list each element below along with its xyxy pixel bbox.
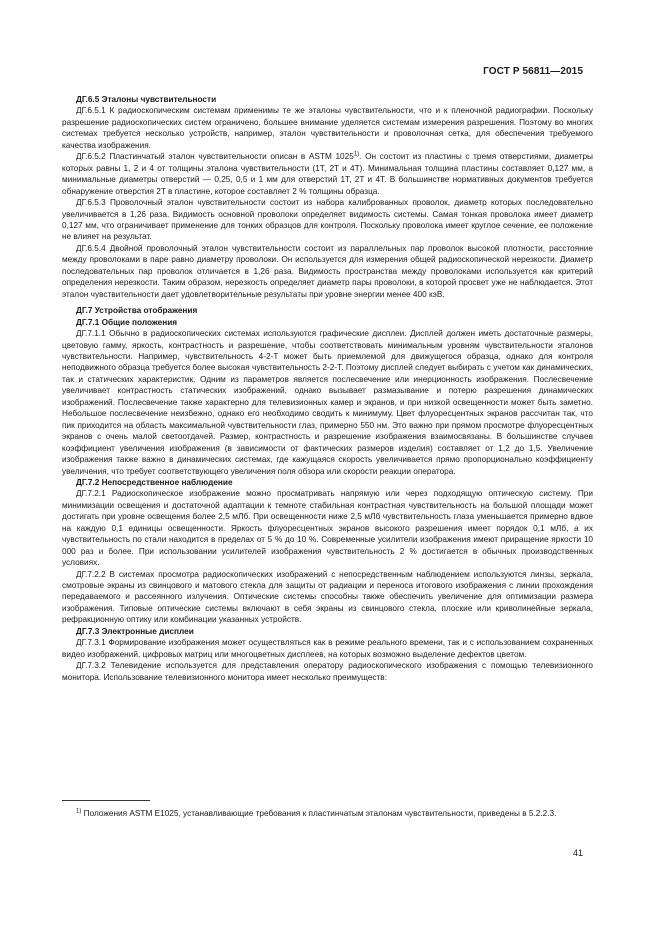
footnote-text	[62, 808, 593, 819]
paragraph: ДГ.7.2.2 В системах просмотра радиоскопических изображений с непосредственным наблюдением используются линзы, зеркала, смотровые экраны из свинцового и матового стекла для защиты от радиации и переноса итогового изображения с линии прохождения передаваемого и рассеянного излучения. Оптические системы способны также обеспечить увеличение для оптимизации размера изображения. Типовые оптические системы включают в себя экраны из свинцового стекла, плоские или криволинейные зеркала, рефракционную оптику или комбинации указанных устройств.	[62, 569, 593, 625]
footnote-marker: 1)	[76, 808, 82, 815]
paragraph: ДГ.7.3.2 Телевидение используется для представления оператору радиоскопического изображения с помощью телевизионного монитора. Использование телевизионного монитора имеет несколько преимуществ:	[62, 661, 593, 682]
paragraph-text: . Он состоит из пластины с тремя отверстиями, диаметры которых равны 1, 2 и 4 от толщины эталона чувствительности (1T, 2T и 4T). Минимальная толщина пластины составляет 0,127 мм, а минимальные диаметры отверстий — 0,25, 0,5 и 1 мм для отверстий 1T, 2T и 4T. В большинстве нормативных документов требуется обнаружение отверстия 2T в пластине, которое составляет 2 % толщины образца.	[62, 152, 593, 196]
paragraph-text: ДГ.6.5.2 Пластинчатый эталон чувствительности описан в ASTM 1025	[76, 152, 354, 162]
paragraph: ДГ.7.3.1 Формирование изображения может осуществляться как в режиме реального времени, так и с использованием сохраненных видео изображений, цифровых матриц или многоцветных дисплеев, на которых возможно выделение дефектов цветом.	[62, 638, 593, 659]
paragraph: ДГ.7.2.1 Радиоскопическое изображение можно просматривать напрямую или через подходящую оптическую систему. При минимизации освещения и достаточной адаптации к темноте стабильная контрастная чувствительность на большой площади может достигать при уровне освещения более 2,5 мЛб. При освещенности ниже 2,5 мЛб чувствительность глаза уменьшается примерно вдвое на каждую 0,1 единицы освещенности. Яркость флуоресцентных экранов высокого разрешения имеет порядок 0,1 мЛб, а их чувствительность по стали находится в пределах от 5 % до 10 %. Современные усилители изображения имеют приращение яркости 10 000 раз и более. При использовании усилителей изображения чувствительность 2 % достигается в обычных производственных условиях.	[62, 489, 593, 568]
paragraph	[62, 151, 593, 197]
standard-header: ГОСТ Р 56811—2015	[483, 66, 583, 77]
paragraph: ДГ.6.5.4 Двойной проволочный эталон чувствительности состоит из параллельных пар проволок высокой плотности, расстояние между проволоками в паре равно диаметру проволоки. Он используется для измерения общей радиоскопической нерезкости. Диаметр последовательных пар проволок отличается в 1,26 раза. Видимость пространства между проволоками используется как критерий определения нерезкости. Таким образом, нерезкость определяет диаметр пары проволоки, в которой просвет уже не наблюдается. Этот эталон чувствительности дает удовлетворительные результаты при уровне энергии менее 400 кэВ.	[62, 243, 593, 299]
section-heading: ДГ.6.5 Эталоны чувствительности	[76, 95, 217, 104]
section-heading: ДГ.7.2 Непосредственное наблюдение	[76, 477, 233, 487]
paragraph: ДГ.6.5.3 Проволочный эталон чувствительности состоит из набора калиброванных проволок, диаметр которых последовательно увеличивается в 1,26 раза. Видимость основной проволоки определяет видимость системы. Самая тонкая проволока имеет диаметр 0,127 мм, что ограничивает применение для тонких образцов для контроля. Поскольку проволока имеет круглое сечение, ее положение не влияет на результат.	[62, 198, 593, 242]
footnote-rule	[62, 800, 150, 801]
section-heading: ДГ.7.1 Общие положения	[76, 317, 178, 327]
section-heading: ДГ.7 Устройства отображения	[76, 306, 198, 316]
paragraph: ДГ.7.1.1 Обычно в радиоскопических системах используются графические дисплеи. Дисплей должен иметь достаточные размеры, цветовую гамму, яркость, контрастность и разрешение, чтобы соответствовать минимальным уровням чувствительности эталонов чувствительности. Например, чувствительность 4-2-T может быть приемлемой для движущегося образца, однако для контроля неподвижного образца требуется более высокая чувствительность 2-2-T. Поэтому дисплей следует выбирать с учетом как динамических, так и статических характеристик. Одним из параметров является послесвечение или инерционность изображения. Послесвечение увеличивает контрастность статических изображений, однако вызывает размазывание и потерю разрешения динамических изображений. Послесвечение также характерно для телевизионных камер и экранов, и при низкой освещенности может быть заметно. Небольшое послесвечение неизбежно, однако его необходимо сводить к минимуму. Цвет флуоресцентных экранов рассчитан так, что пик приходится на область максимальной чувствительности глаз, примерно 550 нм. Это важно при прямом просмотре флуоресцентных экранов с очень малой светоотдачей. Размер, контрастность и разрешение изображения взаимосвязаны. В большинстве случаев коэффициент увеличения изображения (в зависимости от фактических размеров изделия) составляет от 1,2 до 1,5. Увеличение изображения также важно в динамических системах, где кажущаяся скорость увеличивается прямо пропорционально коэффициенту увеличения, что требует соответствующего увеличения поля обзора или скорости реакции оператора.	[62, 329, 593, 476]
body-text	[62, 94, 593, 683]
paragraph: ДГ.6.5.1 К радиоскопическим системам применимы те же эталоны чувствительности, что и к пленочной радиографии. Поскольку разрешение радиоскопических систем ограничено, большее внимание уделяется системам измерения разрешения. Поэтому во многих системах требуется несколько устройств, например, эталон чувствительности и проволочная сетка, для обеспечения требуемого качества изображения.	[62, 106, 593, 150]
footnote-body: Положения ASTM E1025, устанавливающие требования к пластинчатым эталонам чувствительности, приведены в 5.2.2.3.	[83, 809, 557, 818]
footnote-reference: 1)	[353, 151, 360, 158]
page-number: 41	[572, 848, 583, 858]
section-heading: ДГ.7.3 Электронные дисплеи	[76, 626, 194, 636]
footnote	[62, 808, 593, 819]
